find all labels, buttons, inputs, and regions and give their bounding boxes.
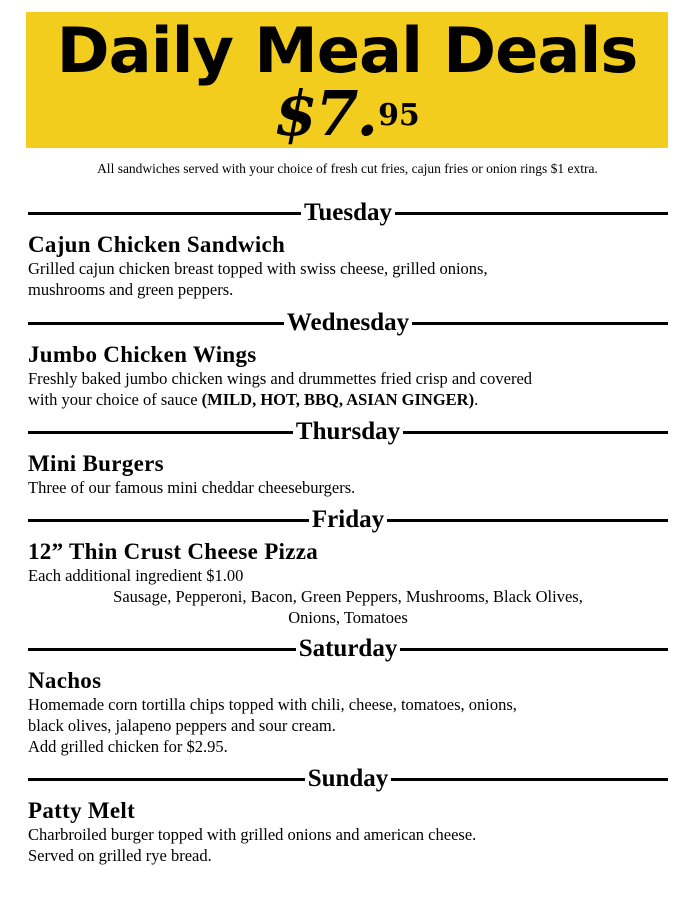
menu-item-friday: [28, 539, 668, 628]
day-heading: Friday: [311, 506, 385, 533]
menu-item-thursday: [28, 451, 668, 498]
banner-title: Daily Meal Deals: [56, 14, 638, 87]
description-line: Each additional ingredient $1.00: [28, 566, 244, 585]
item-name: Patty Melt: [28, 798, 136, 823]
description-line: Grilled cajun chicken breast topped with swiss cheese, grilled onions,: [28, 259, 488, 278]
day-divider-sunday: [28, 764, 668, 794]
item-description: [28, 368, 668, 410]
menu-item-wednesday: [28, 342, 668, 410]
divider-rule-right: [400, 648, 668, 651]
divider-rule-right: [387, 519, 668, 522]
description-line: Served on grilled rye bread.: [28, 846, 212, 865]
price-cents: 95: [378, 98, 420, 133]
day-heading: Saturday: [298, 635, 398, 662]
item-description: [28, 824, 668, 866]
divider-rule-left: [28, 322, 284, 325]
menu-item-sunday: [28, 798, 668, 866]
divider-rule-right: [412, 322, 668, 325]
divider-rule-left: [28, 648, 296, 651]
item-description: [28, 477, 668, 498]
day-heading: Thursday: [295, 418, 401, 445]
day-divider-saturday: [28, 634, 668, 664]
day-divider-tuesday: [28, 198, 668, 228]
day-heading: Wednesday: [286, 309, 410, 336]
description-line: [28, 389, 668, 410]
description-line: mushrooms and green peppers.: [28, 280, 234, 299]
description-line: Add grilled chicken for $2.95.: [28, 737, 228, 756]
menu-item-tuesday: [28, 232, 668, 300]
toppings-line: Onions, Tomatoes: [288, 608, 408, 627]
item-name: Mini Burgers: [28, 451, 164, 476]
day-heading: Tuesday: [304, 199, 393, 226]
description-line: Three of our famous mini cheddar cheeseburgers.: [28, 478, 356, 497]
divider-rule-left: [28, 431, 293, 434]
divider-rule-right: [395, 212, 668, 215]
item-name: 12” Thin Crust Cheese Pizza: [28, 539, 319, 564]
sauce-options: (MILD, HOT, BBQ, ASIAN GINGER): [201, 390, 475, 409]
divider-rule-right: [391, 778, 668, 781]
item-description: [28, 565, 668, 628]
toppings-line: Sausage, Pepperoni, Bacon, Green Peppers, Mushrooms, Black Olives,: [113, 587, 583, 606]
description-line: Charbroiled burger topped with grilled onions and american cheese.: [28, 825, 477, 844]
item-description: [28, 694, 668, 757]
description-line: Freshly baked jumbo chicken wings and drummettes fried crisp and covered: [28, 369, 533, 388]
description-line: Homemade corn tortilla chips topped with chili, cheese, tomatoes, onions,: [28, 695, 517, 714]
day-divider-wednesday: [28, 308, 668, 338]
divider-rule-left: [28, 212, 301, 215]
item-name: Cajun Chicken Sandwich: [28, 232, 286, 257]
day-divider-friday: [28, 505, 668, 535]
sides-note: All sandwiches served with your choice of fresh cut fries, cajun fries or onion rings $1 extra.: [97, 161, 598, 176]
menu-item-saturday: [28, 668, 668, 757]
header-banner: [26, 12, 668, 148]
banner-price: [26, 77, 668, 150]
divider-rule-left: [28, 519, 309, 522]
description-text: with your choice of sauce: [28, 390, 202, 409]
item-description: [28, 258, 668, 300]
day-divider-thursday: [28, 417, 668, 447]
day-heading: Sunday: [307, 765, 389, 792]
item-name: Jumbo Chicken Wings: [28, 342, 257, 367]
item-name: Nachos: [28, 668, 102, 693]
price-dollars: $7.: [274, 77, 377, 150]
description-text: .: [474, 390, 479, 409]
description-line: black olives, jalapeno peppers and sour cream.: [28, 716, 336, 735]
divider-rule-right: [403, 431, 668, 434]
divider-rule-left: [28, 778, 305, 781]
